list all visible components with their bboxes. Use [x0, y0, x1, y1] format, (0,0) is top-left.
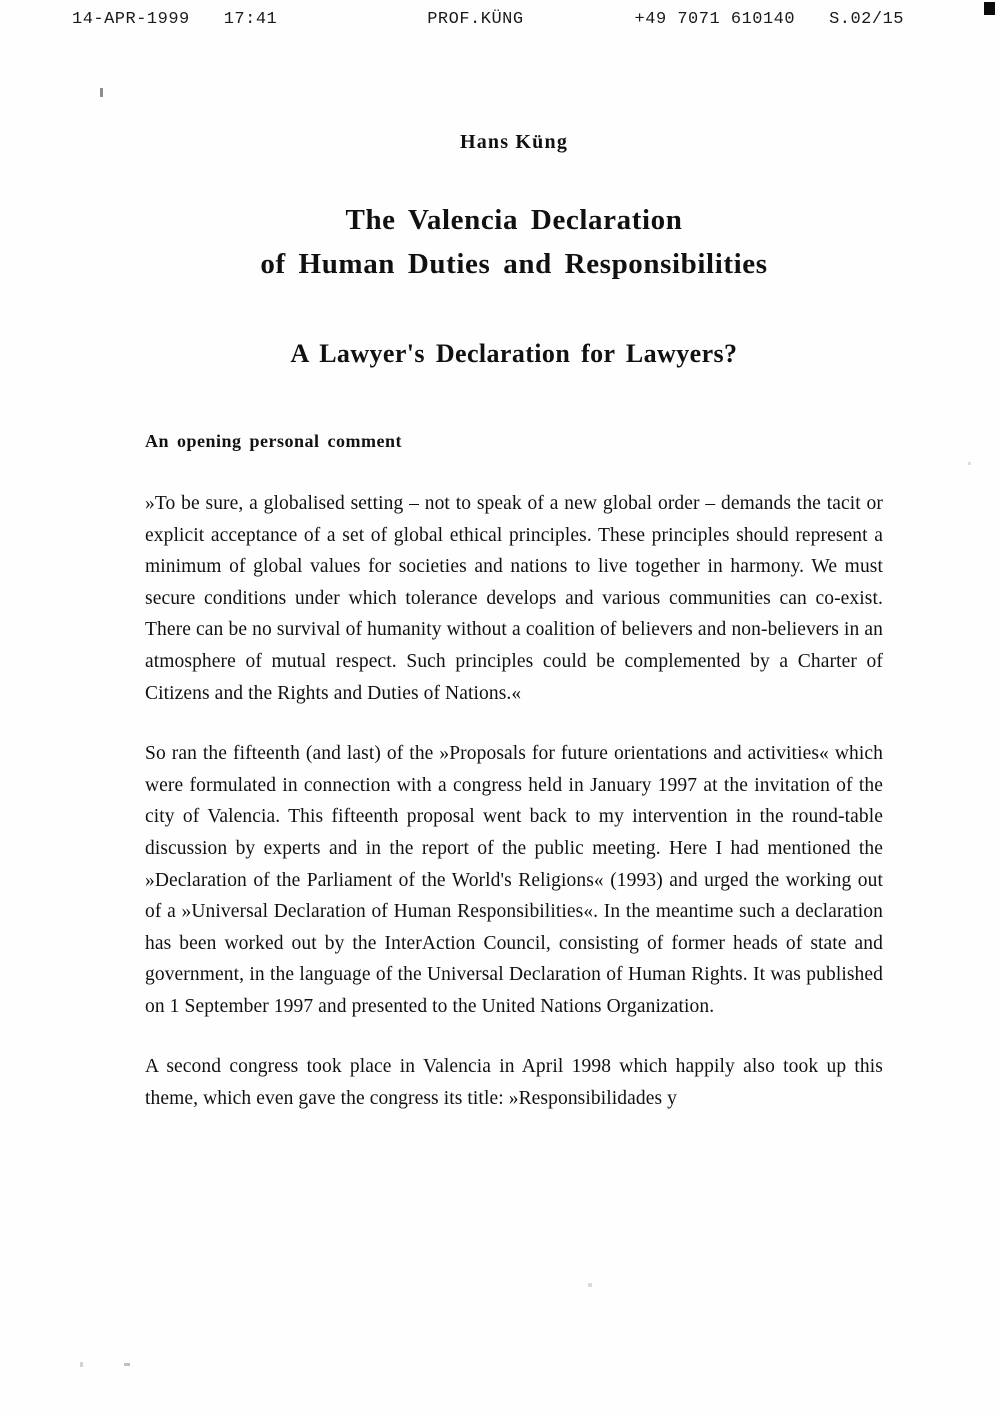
title-line-2: of Human Duties and Responsibilities: [260, 248, 768, 281]
scan-speckle: [968, 462, 971, 465]
fax-date: 14-APR-1999: [72, 9, 190, 29]
paragraph-second-congress: A second congress took place in Valencia in April 1998 which happily also took up this theme, which even gave the congress its title: »Responsibilidades y: [145, 1056, 883, 1109]
page-subtitle: A Lawyer's Declaration for Lawyers?: [290, 339, 738, 369]
page-title: [145, 198, 883, 286]
document-body: [145, 0, 883, 1115]
section-heading: An opening personal comment: [145, 431, 403, 452]
scan-speckle: [100, 88, 103, 97]
scan-speckle: [124, 1363, 130, 1366]
title-line-1: The Valencia Declaration: [345, 204, 683, 236]
paragraph-background: So ran the fifteenth (and last) of the »Proposals for future orientations and activities« which were formulated in connection with a congress held in January 1997 at the invitation of the city of Valencia. This fifteenth proposal went back to my intervention in the round-table discussion by experts and in the report of the public meeting. Here I had mentioned the »Declaration of the Parliament of the World's Religions« (1993) and urged the working out of a »Universal Declaration of Human Responsibilities«. In the meantime such a declaration has been worked out by the InterAction Council, consisting of former heads of state and government, in the language of the Universal Declaration of Human Rights. It was published on 1 September 1997 and presented to the United Nations Organization.: [145, 743, 883, 1017]
paragraph-quote: »To be sure, a globalised setting – not to speak of a new global order – demands the tacit or explicit acceptance of a set of global ethical principles. These principles should represent a minimum of global values for societies and nations to live together in harmony. We must secure conditions under which tolerance develops and various communities can co-exist. There can be no survival of humanity without a coalition of believers and non-believers in an atmosphere of mutual respect. Such principles could be complemented by a Charter of Citizens and the Rights and Duties of Nations.«: [145, 493, 883, 704]
fax-sender-id: PROF.KÜNG: [427, 9, 524, 29]
scan-corner-artifact: [984, 2, 995, 15]
scan-speckle: [588, 1283, 592, 1287]
fax-page-count: S.02/15: [829, 9, 904, 29]
fax-time: 17:41: [223, 9, 278, 29]
author-name: Hans Küng: [459, 131, 569, 153]
fax-phone-number: +49 7071 610140: [634, 9, 796, 29]
scan-speckle: [80, 1362, 83, 1367]
